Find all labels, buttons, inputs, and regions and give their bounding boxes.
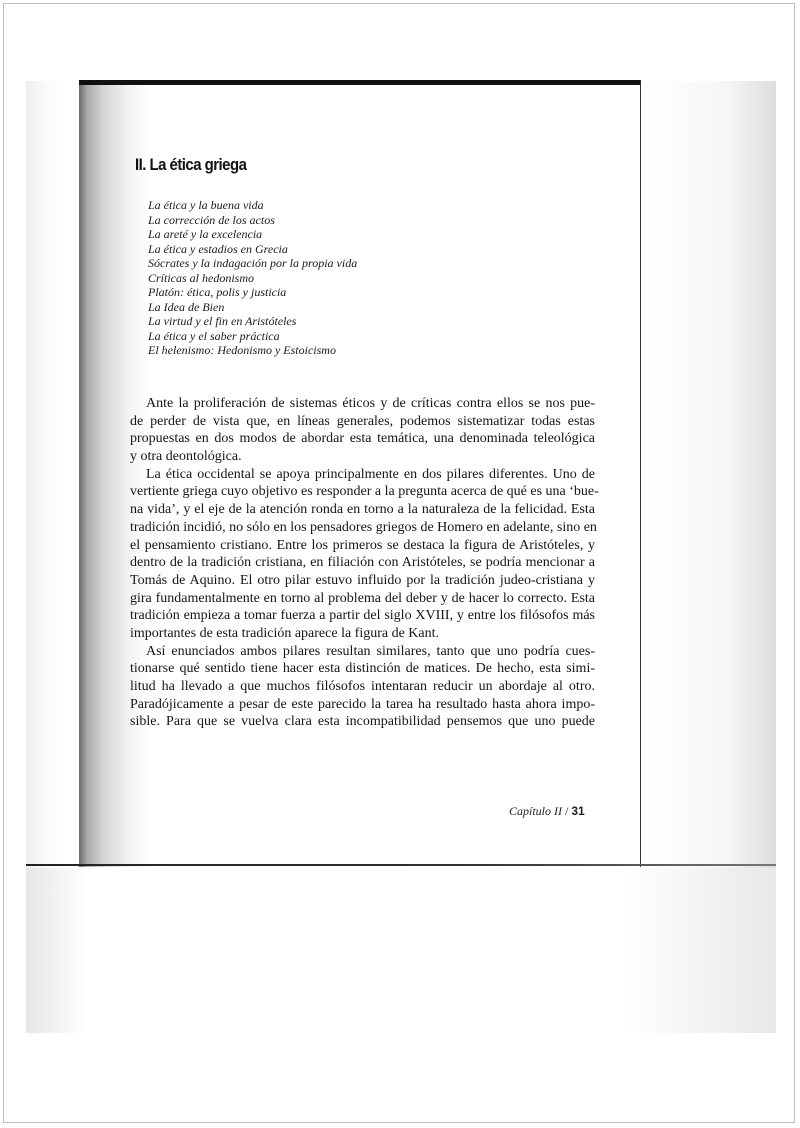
contents-item: La ética y estadios en Grecia: [148, 241, 288, 256]
text-line: propuestas en dos modos de abordar esta temática, una denominada teleológica: [130, 431, 595, 447]
contents-item: Platón: ética, polis y justicia: [148, 285, 287, 299]
text-line: litud ha llevado a que muchos filósofos intentaran reducir un abordaje al otro.: [130, 679, 595, 694]
text-line: gira fundamentalmente en torno al problema del deber y de hacer lo correcto. Esta: [130, 590, 595, 606]
contents-item: La virtud y el fin en Aristóteles: [148, 314, 297, 328]
page-bottom-edge: [26, 864, 776, 866]
text-line: dentro de la tradición cristiana, en filiación con Aristóteles, se podría mencionar a: [130, 555, 595, 571]
scan-lower-area: [26, 868, 776, 1033]
page-number: 31: [571, 804, 585, 818]
text-line: y otra deontológica.: [130, 449, 242, 465]
contents-item: La areté y la excelencia: [148, 227, 263, 241]
text-line: La ética occidental se apoya principalmente en dos pilares diferentes. Uno de: [146, 466, 595, 482]
chapter-label: Capítulo II: [509, 804, 562, 818]
chapter-contents-list: [148, 198, 357, 358]
contents-item: La ética y la buena vida: [148, 198, 264, 212]
text-line: vertiente griega cuyo objetivo es responder a la pregunta acerca de qué es una ‘bue-: [130, 484, 599, 500]
chapter-heading: II. La ética griega: [135, 155, 247, 174]
text-line: Ante la proliferación de sistemas éticos y de críticas contra ellos se nos pue-: [146, 396, 595, 411]
text-line: tionarse qué sentido tiene hacer esta distinción de matices. De hecho, esta simi-: [130, 661, 595, 677]
text-line: sible. Para que se vuelva clara esta incompatibilidad pensemos que uno puede: [130, 714, 595, 730]
page-footer: [509, 804, 585, 819]
text-line: Paradójicamente a pesar de este parecido la tarea ha resultado hasta ahora impo-: [130, 696, 595, 712]
text-line: de perder de vista que, en líneas generales, podemos sistematizar todas estas: [130, 413, 595, 429]
text-line: tradición empieza a tomar fuerza a partir del siglo XVIII, y entre los filósofos más: [130, 608, 595, 624]
text-line: el pensamiento cristiano. Entre los primeros se destaca la figura de Aristóteles, y: [130, 537, 595, 553]
contents-item: La corrección de los actos: [148, 212, 275, 227]
page-right-edge: [640, 81, 641, 867]
footer-separator: /: [562, 804, 572, 818]
page-top-edge: [79, 80, 641, 85]
contents-item: El helenismo: Hedonismo y Estoicismo: [148, 343, 336, 357]
contents-item: Sócrates y la indagación por la propia vida: [148, 256, 358, 270]
text-line: Tomás de Aquino. El otro pilar estuvo influido por la tradición judeo-cristiana y: [130, 572, 595, 588]
text-line: na vida’, y el eje de la atención ronda en torno a la naturaleza de la felicidad. Esta: [130, 502, 595, 518]
contents-item: La Idea de Bien: [148, 299, 225, 314]
contents-item: Críticas al hedonismo: [148, 270, 255, 285]
text-line: importantes de esta tradición aparece la figura de Kant.: [130, 625, 440, 641]
text-line: Así enunciados ambos pilares resultan similares, tanto que uno podría cues-: [146, 643, 595, 659]
body-text: [130, 395, 599, 731]
contents-item: La ética y el saber práctica: [148, 328, 280, 343]
text-line: tradición incidió, no sólo en los pensadores griegos de Homero en adelante, sino en: [130, 519, 597, 535]
